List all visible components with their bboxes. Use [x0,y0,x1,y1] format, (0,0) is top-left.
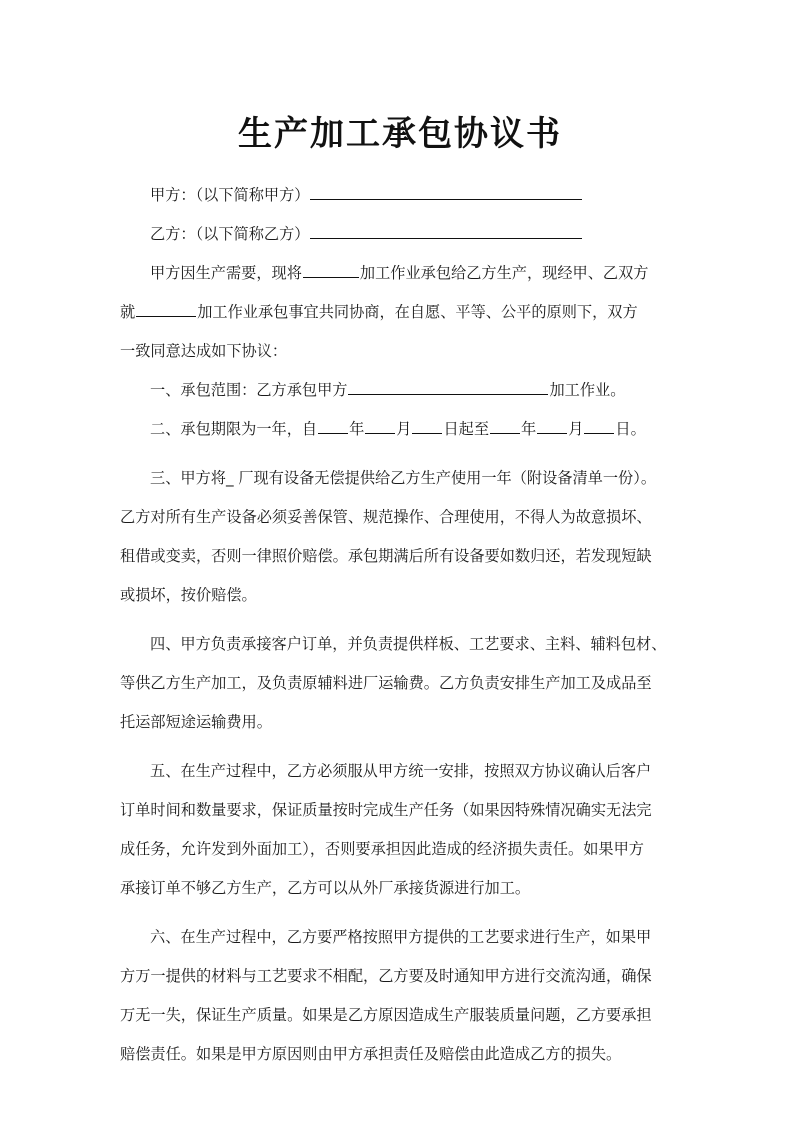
clause-2-year-2: 年 [521,420,537,438]
clause-6-line: 六、在生产过程中，乙方要严格按照甲方提供的工艺要求进行生产，如果甲 [150,928,652,946]
clause-3-line: 或损坏，按价赔偿。 [120,586,257,604]
party-b-line [120,215,692,254]
party-a-label: 甲方：（以下简称甲方） [150,186,310,204]
party-b-blank [310,221,582,239]
party-a-blank [310,182,582,200]
intro-blank-1 [303,260,359,278]
spacer [120,449,692,459]
document-body [120,176,692,1074]
start-year-blank [318,416,348,434]
intro-line-2 [120,293,692,332]
intro-text-2b: 加工作业承包事宜共同协商，在自愿、平等、公平的原则下，双方 [197,303,638,321]
party-b-label: 乙方：（以下简称乙方） [150,225,310,243]
clause-2-text-a: 二、承包期限为一年，自 [150,420,318,438]
clause-6-line: 万无一失，保证生产质量。如果是乙方原因造成生产服装质量问题，乙方要承担 [120,1006,652,1024]
clause-5-line: 成任务，允许发到外面加工），否则要承担因此造成的经济损失责任。如果甲方 [120,840,644,858]
party-a-line [120,176,692,215]
clause-2-month-2: 月 [568,420,584,438]
clause-1-text-b: 加工作业。 [549,381,626,399]
clause-1-text-a: 一、承包范围：乙方承包甲方 [150,381,348,399]
clause-3-line: 乙方对所有生产设备必须妥善保管、规范操作、合理使用，不得人为故意损坏、 [120,508,652,526]
intro-line-3: 一致同意达成如下协议： [120,342,288,360]
clause-6-line: 方万一提供的材料与工艺要求不相配，乙方要及时通知甲方进行交流沟通，确保 [120,967,652,985]
spacer [120,742,692,752]
spacer [120,615,692,625]
intro-text-1a: 甲方因生产需要，现将 [150,264,302,282]
clause-2-end: 日。 [615,420,646,438]
clause-5-line: 五、在生产过程中，乙方必须服从甲方统一安排，按照双方协议确认后客户 [150,762,652,780]
intro-text-2a: 就 [120,303,136,321]
clause-2-month-1: 月 [396,420,412,438]
start-month-blank [365,416,395,434]
end-year-blank [490,416,520,434]
clause-2-year-1: 年 [349,420,365,438]
document-title: 生产加工承包协议书 [238,114,562,154]
spacer [120,908,692,918]
clause-1-blank [348,377,548,395]
intro-blank-2 [136,299,196,317]
end-month-blank [537,416,567,434]
clause-3-line: 租借或变卖，否则一律照价赔偿。承包期满后所有设备要如数归还，若发现短缺 [120,547,652,565]
clause-4-line: 等供乙方生产加工，及负责原辅料进厂运输费。乙方负责安排生产加工及成品至 [120,674,652,692]
clause-2 [120,410,692,449]
clause-4-line: 四、甲方负责承接客户订单，并负责提供样板、工艺要求、主料、辅料包材、 [150,635,667,653]
end-day-blank [584,416,614,434]
clause-6-line: 赔偿责任。如果是甲方原因则由甲方承担责任及赔偿由此造成乙方的损失。 [120,1045,622,1063]
clause-3-line: 三、甲方将_ 厂现有设备无偿提供给乙方生产使用一年（附设备清单一份）。 [150,469,657,487]
clause-5-line: 承接订单不够乙方生产，乙方可以从外厂承接货源进行加工。 [120,879,531,897]
clause-5-line: 订单时间和数量要求，保证质量按时完成生产任务（如果因特殊情况确实无法完 [120,801,652,819]
start-day-blank [412,416,442,434]
clause-1 [120,371,692,410]
intro-text-1b: 加工作业承包给乙方生产，现经甲、乙双方 [359,264,649,282]
clause-4-line: 托运部短途运输费用。 [120,713,272,731]
intro-line-1 [120,254,692,293]
clause-2-from: 日起至 [443,420,489,438]
